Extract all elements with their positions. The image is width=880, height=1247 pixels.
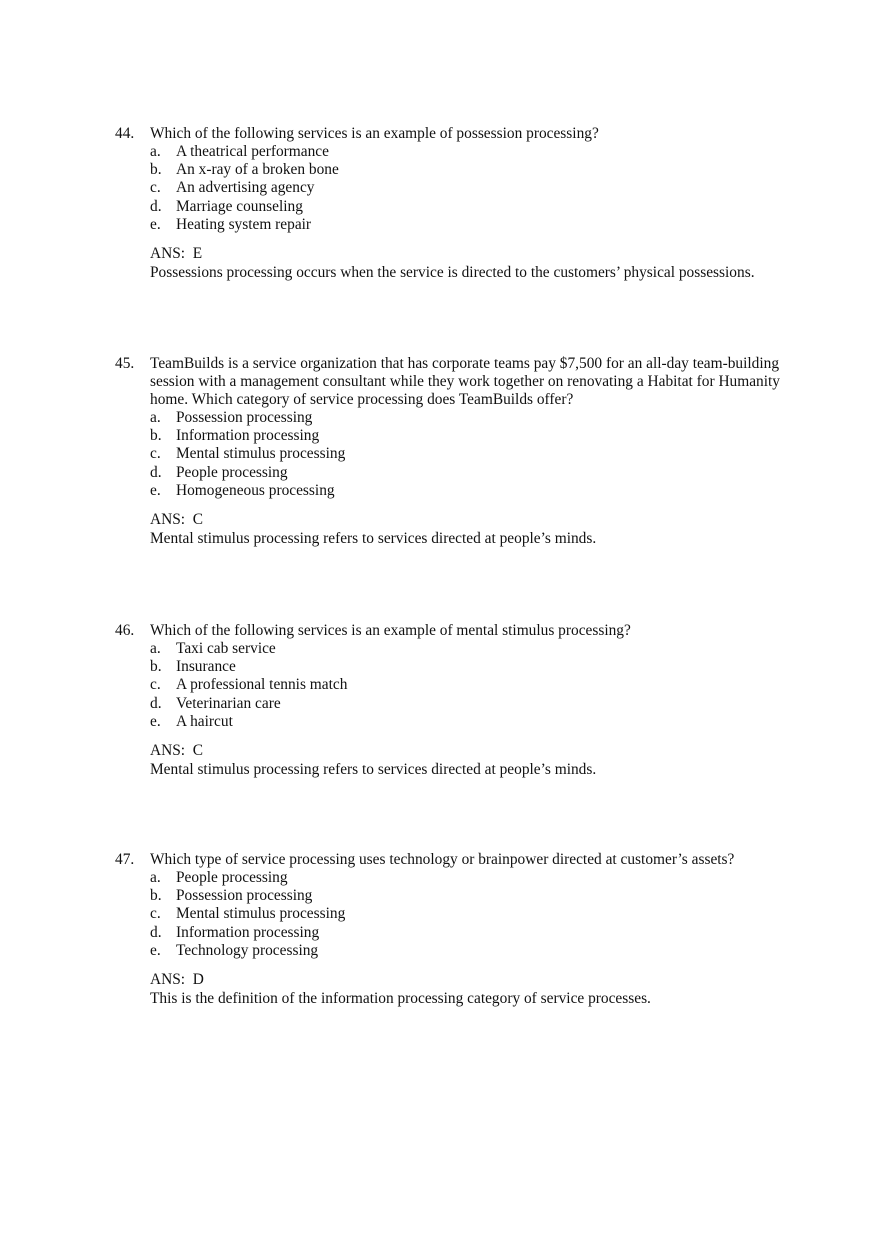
question-text: Which type of service processing uses technology or brainpower directed at customer’s assets? (150, 851, 735, 868)
option-letter: c. (150, 179, 161, 197)
option-letter: d. (150, 463, 162, 481)
option-c (150, 445, 815, 463)
option-text: Heating system repair (176, 215, 312, 233)
option-letter: e. (150, 215, 161, 233)
option-text: Taxi cab service (176, 640, 276, 657)
option-e (150, 482, 815, 500)
option-text: Information processing (176, 923, 320, 941)
option-text: People processing (176, 869, 288, 886)
answer-key: ANS: C (150, 741, 204, 759)
option-text: Mental stimulus processing (176, 445, 346, 463)
option-a (150, 869, 815, 887)
question-stem (115, 355, 815, 409)
question-text: TeamBuilds is a service organization that has corporate teams pay $7,500 for an all-day team-building session with a management consultant while they work together on renovating a Habitat for Humanity home. Which category of service processing does TeamBuilds offer? (150, 355, 781, 408)
option-text: Possession processing (176, 887, 313, 905)
option-text: An x-ray of a broken bone (176, 161, 339, 179)
option-letter: e. (150, 941, 161, 959)
option-text: A theatrical performance (176, 143, 329, 160)
question-number: 46. (115, 622, 135, 639)
question-text: Which of the following services is an example of mental stimulus processing? (150, 622, 631, 639)
option-b (150, 427, 815, 445)
option-c (150, 676, 815, 694)
option-text: Mental stimulus processing (176, 905, 346, 923)
option-a (150, 409, 815, 427)
option-letter: b. (150, 161, 162, 179)
option-e (150, 942, 815, 960)
option-b (150, 658, 815, 676)
option-d (150, 464, 815, 482)
answer-block (150, 742, 815, 779)
answer-key: ANS: C (150, 510, 204, 528)
option-text: Possession processing (176, 409, 313, 426)
option-text: Homogeneous processing (176, 481, 335, 499)
option-text: Technology processing (176, 941, 319, 959)
option-text: A professional tennis match (176, 676, 348, 694)
option-text: People processing (176, 463, 288, 481)
question-stem (115, 851, 815, 869)
answer-explanation: Mental stimulus processing refers to services directed at people’s minds. (150, 529, 597, 547)
option-letter: b. (150, 427, 162, 445)
option-d (150, 924, 815, 942)
option-letter: b. (150, 658, 162, 676)
option-text: Marriage counseling (176, 197, 303, 215)
answer-explanation: Possessions processing occurs when the service is directed to the customers’ physical possessions. (150, 263, 755, 281)
option-letter: a. (150, 143, 161, 160)
answer-key: ANS: D (150, 970, 204, 988)
option-b (150, 161, 815, 179)
option-b (150, 887, 815, 905)
option-c (150, 179, 815, 197)
option-text: Insurance (176, 658, 236, 676)
option-letter: c. (150, 905, 161, 923)
option-letter: c. (150, 445, 161, 463)
option-e (150, 713, 815, 731)
option-d (150, 695, 815, 713)
question-stem (115, 622, 815, 640)
option-text: Veterinarian care (176, 694, 281, 712)
answer-block (150, 511, 815, 548)
question-number: 44. (115, 125, 135, 142)
question-number: 47. (115, 851, 135, 868)
option-letter: b. (150, 887, 162, 905)
option-letter: e. (150, 481, 161, 499)
option-text: An advertising agency (176, 179, 315, 197)
option-letter: a. (150, 640, 161, 657)
question-number: 45. (115, 355, 135, 372)
option-letter: c. (150, 676, 161, 694)
question-45 (115, 355, 815, 548)
answer-key: ANS: E (150, 244, 203, 262)
option-letter: d. (150, 694, 162, 712)
option-a (150, 640, 815, 658)
option-letter: d. (150, 923, 162, 941)
answer-block (150, 971, 815, 1008)
answer-explanation: This is the definition of the information processing category of service processes. (150, 989, 651, 1007)
answer-block (150, 245, 815, 282)
option-e (150, 216, 815, 234)
option-d (150, 198, 815, 216)
option-c (150, 905, 815, 923)
question-text: Which of the following services is an example of possession processing? (150, 125, 599, 142)
option-text: Information processing (176, 427, 320, 445)
answer-explanation: Mental stimulus processing refers to services directed at people’s minds. (150, 760, 597, 778)
option-text: A haircut (176, 712, 233, 730)
question-47 (115, 851, 815, 1008)
option-letter: e. (150, 712, 161, 730)
option-a (150, 143, 815, 161)
option-letter: d. (150, 197, 162, 215)
option-list (150, 143, 815, 234)
question-stem (115, 125, 815, 143)
option-list (150, 869, 815, 960)
question-46 (115, 622, 815, 779)
option-letter: a. (150, 409, 161, 426)
option-list (150, 640, 815, 731)
question-44 (115, 125, 815, 282)
option-list (150, 409, 815, 500)
option-letter: a. (150, 869, 161, 886)
